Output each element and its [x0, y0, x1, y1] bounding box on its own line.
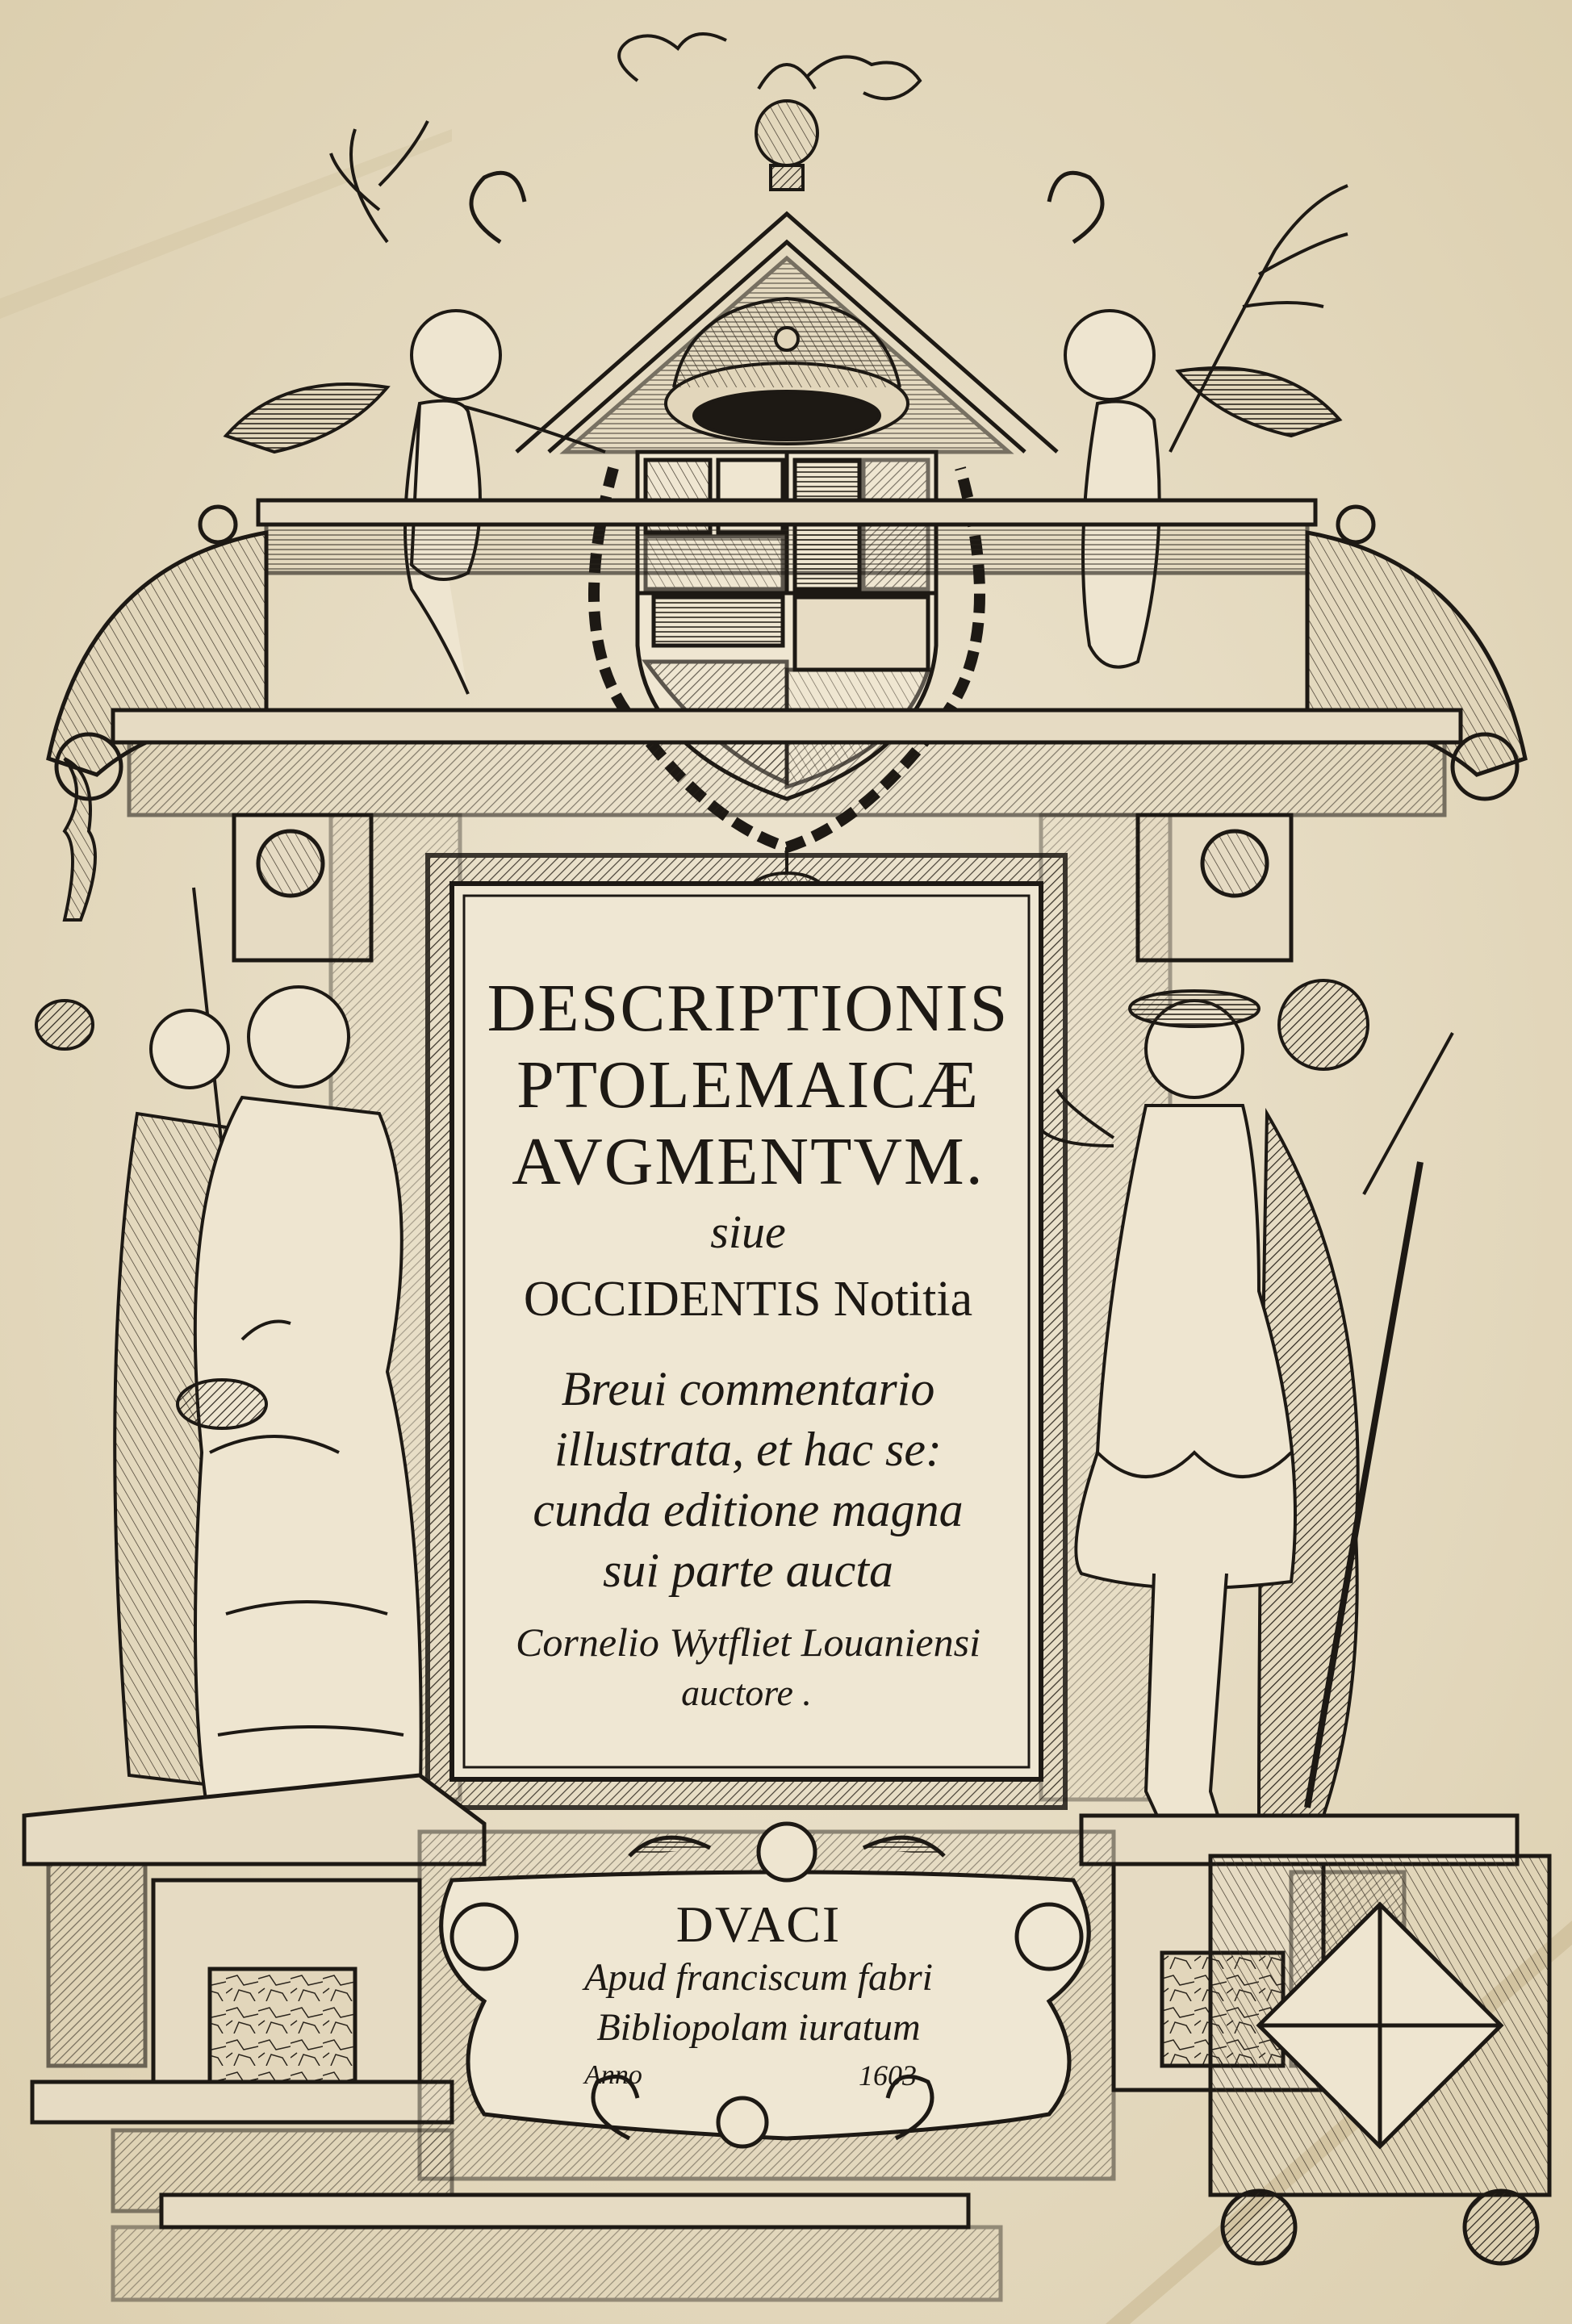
title-line-ptolemaicae: PTOLEMAICÆ	[516, 1047, 980, 1122]
author-line: Cornelio Wytfliet Louaniensi	[516, 1620, 980, 1665]
description-line-1: Breui commentario	[561, 1362, 935, 1415]
title-line-descriptionis: DESCRIPTIONIS	[487, 971, 1010, 1046]
title-line-siue: siue	[710, 1206, 786, 1258]
title-line-augmentum: AVGMENTVM.	[512, 1124, 985, 1199]
imprint-publisher-line-1: Apud franciscum fabri	[584, 1956, 933, 1999]
title-line-occidentis: OCCIDENTIS Notitia	[523, 1272, 973, 1327]
imprint-year: 1603	[859, 2059, 917, 2092]
description-line-3: cunda editione magna	[533, 1483, 964, 1536]
description-line-2: illustrata, et hac se:	[554, 1423, 942, 1476]
imprint-anno-label: Anno	[584, 2060, 642, 2090]
imprint-place: DVACI	[675, 1896, 842, 1953]
description-line-4: sui parte aucta	[603, 1544, 893, 1597]
author-auctore: auctore .	[681, 1672, 812, 1713]
imprint-publisher-line-2: Bibliopolam iuratum	[596, 2006, 921, 2049]
